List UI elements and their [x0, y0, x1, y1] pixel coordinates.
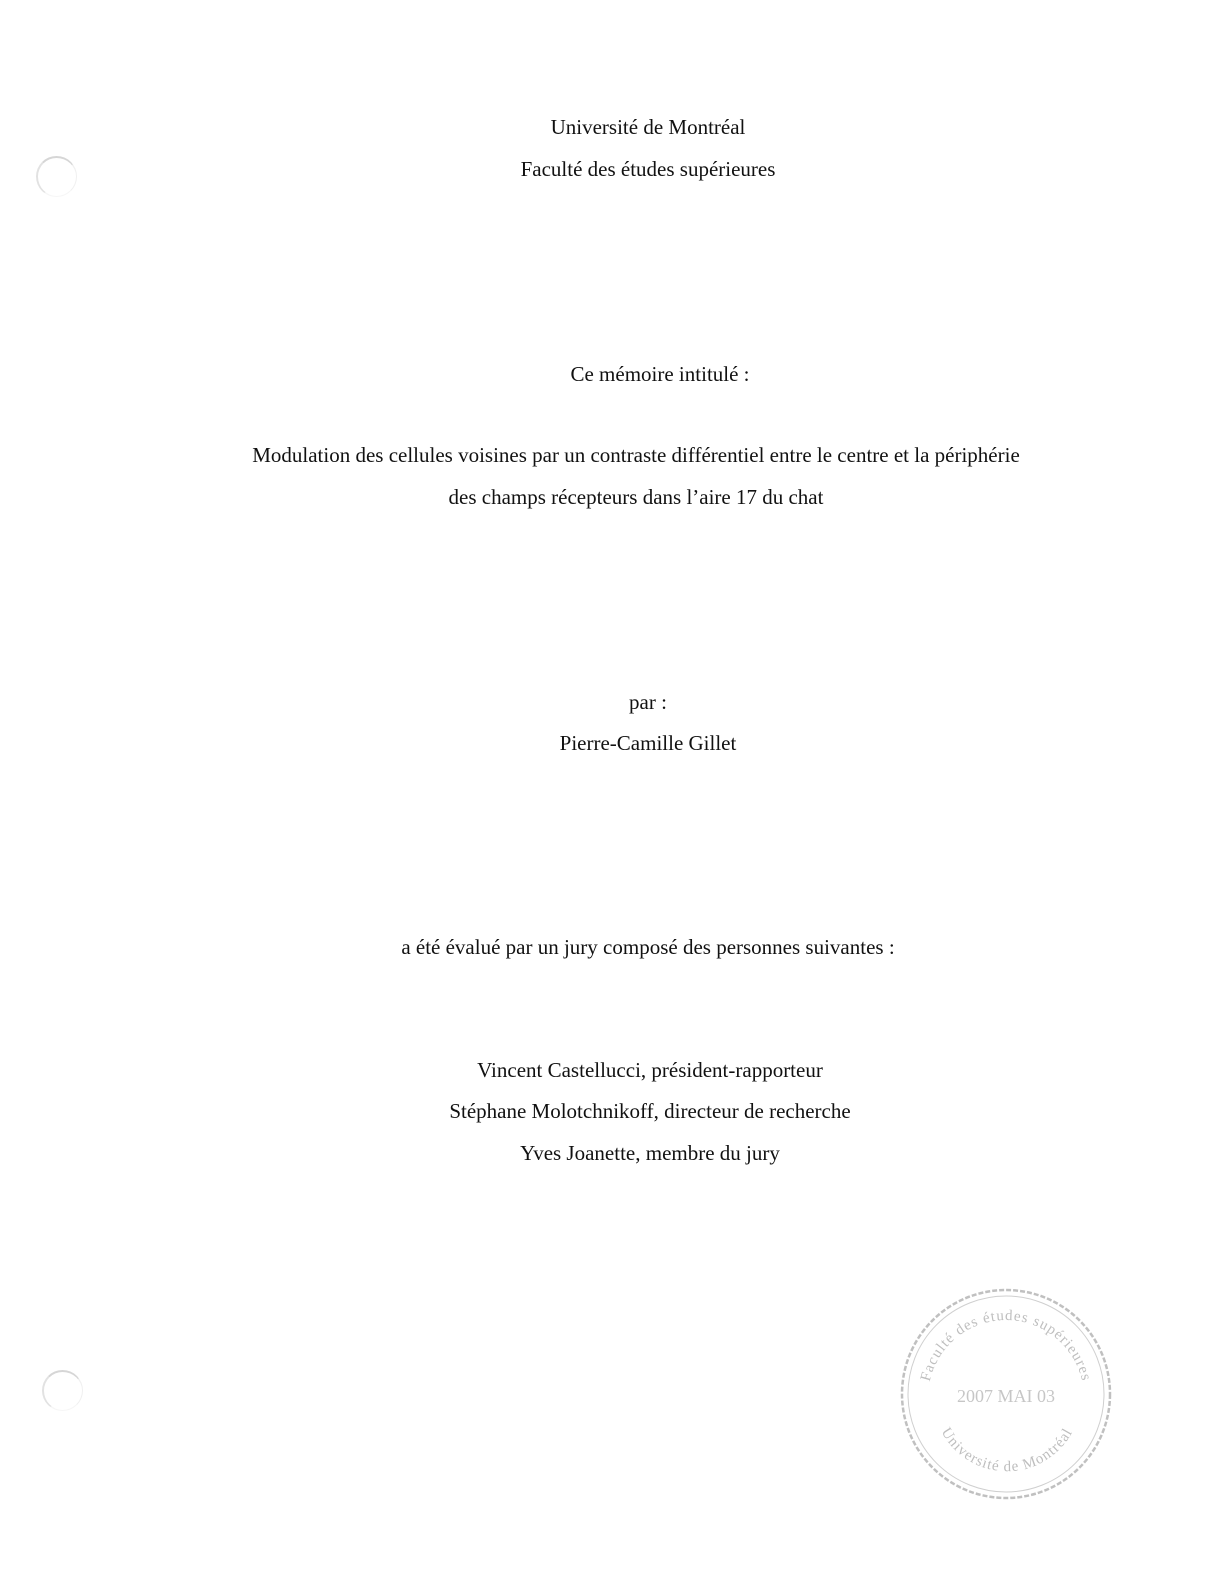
svg-text:Université de Montréal [938, 1425, 1076, 1475]
jury-member: Stéphane Molotchnikoff, directeur de recherche [449, 1099, 851, 1123]
jury-member: Yves Joanette, membre du jury [520, 1141, 780, 1165]
author-name: Pierre-Camille Gillet [559, 731, 737, 755]
faculty-seal-stamp [898, 1286, 1114, 1502]
stamp-text-top: Faculté des études supérieures [917, 1307, 1095, 1383]
author-label: par : [629, 690, 667, 714]
university-name: Université de Montréal [550, 115, 746, 139]
faculty-name: Faculté des études supérieures [520, 157, 776, 181]
svg-text:Faculté des études supérieures [918, 1308, 1094, 1383]
stamp-text-bottom: Université de Montréal [937, 1425, 1077, 1476]
binder-hole-mark [42, 1370, 83, 1411]
jury-member: Vincent Castellucci, président-rapporteur [477, 1058, 823, 1082]
thesis-title-line-2: des champs récepteurs dans l’aire 17 du chat [448, 485, 824, 509]
stamp-date: 2007 MAI 03 [957, 1386, 1055, 1406]
thesis-title-line-1: Modulation des cellules voisines par un contraste différentiel entre le centre et la périphérie [252, 443, 1020, 467]
jury-intro: a été évalué par un jury composé des personnes suivantes : [401, 935, 895, 959]
thesis-intro: Ce mémoire intitulé : [570, 362, 750, 386]
